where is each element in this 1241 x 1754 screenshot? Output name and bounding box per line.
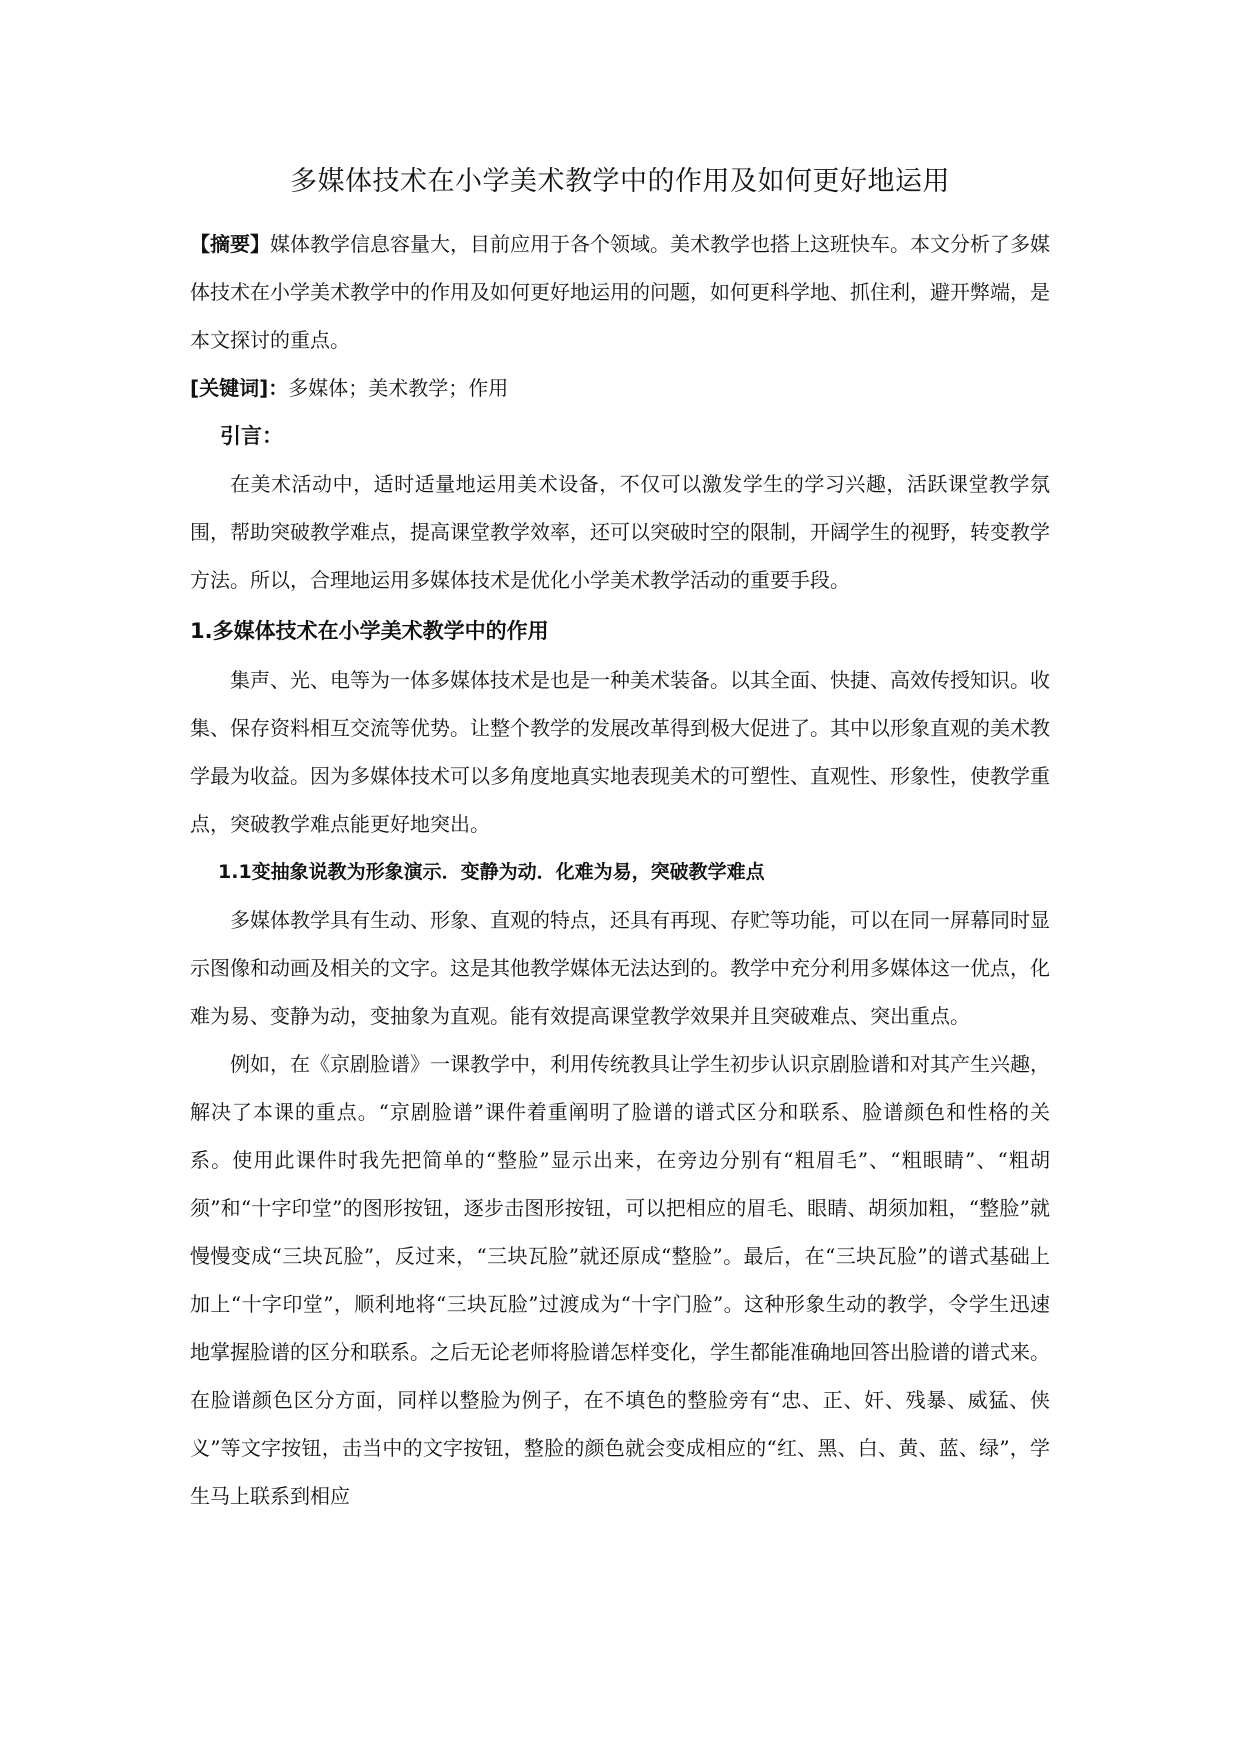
section-1-1-heading: 1.1变抽象说教为形象演示．变静为动．化难为易，突破教学难点 bbox=[218, 861, 765, 883]
intro-heading: 引言： bbox=[220, 424, 283, 448]
section-1-paragraph: 集声、光、电等为一体多媒体技术是也是一种美术装备。以其全面、快捷、高效传授知识。收集、保存资料相互交流等优势。让整个教学的发展改革得到极大促进了。其中以形象直观的美术教学最为收益。因为多媒体技术可以多角度地真实地表现美术的可塑性、直观性、形象性，使教学重点，突破教学难点能更好地突出。 bbox=[190, 668, 1050, 836]
keywords-text: 多媒体；美术教学；作用 bbox=[288, 376, 509, 400]
section-1-1-paragraph-1: 多媒体教学具有生动、形象、直观的特点，还具有再现、存贮等功能，可以在同一屏幕同时显示图像和动画及相关的文字。这是其他教学媒体无法达到的。教学中充分利用多媒体这一优点，化难为易、变静为动，变抽象为直观。能有效提高课堂教学效果并且突破难点、突出重点。 bbox=[190, 908, 1050, 1028]
abstract-text: 媒体教学信息容量大，目前应用于各个领域。美术教学也搭上这班快车。本文分析了多媒体技术在小学美术教学中的作用及如何更好地运用的问题，如何更科学地、抓住利，避开弊端，是本文探讨的重点。 bbox=[190, 232, 1050, 352]
document-title: 多媒体技术在小学美术教学中的作用及如何更好地运用 bbox=[290, 166, 950, 197]
abstract-label: 【摘要】 bbox=[190, 232, 270, 256]
section-1-heading: 1.多媒体技术在小学美术教学中的作用 bbox=[190, 619, 549, 643]
document-body bbox=[190, 160, 1050, 1520]
keywords-paragraph bbox=[190, 364, 1050, 412]
abstract-paragraph bbox=[190, 220, 1050, 364]
keywords-label: [关键词]： bbox=[190, 376, 289, 400]
intro-paragraph: 在美术活动中，适时适量地运用美术设备，不仅可以激发学生的学习兴趣，活跃课堂教学氛围，帮助突破教学难点，提高课堂教学效率，还可以突破时空的限制，开阔学生的视野，转变教学方法。所以，合理地运用多媒体技术是优化小学美术教学活动的重要手段。 bbox=[190, 472, 1050, 592]
section-1-1-paragraph-2: 例如，在《京剧脸谱》一课教学中，利用传统教具让学生初步认识京剧脸谱和对其产生兴趣，解决了本课的重点。“京剧脸谱”课件着重阐明了脸谱的谱式区分和联系、脸谱颜色和性格的关系。使用此课件时我先把简单的“整脸”显示出来，在旁边分别有“粗眉毛”、“粗眼睛”、“粗胡须”和“十字印堂”的图形按钮，逐步击图形按钮，可以把相应的眉毛、眼睛、胡须加粗，“整脸”就慢慢变成“三块瓦脸”，反过来，“三块瓦脸”就还原成“整脸”。最后，在“三块瓦脸”的谱式基础上加上“十字印堂”，顺利地将“三块瓦脸”过渡成为“十字门脸”。这种形象生动的教学，令学生迅速地掌握脸谱的区分和联系。之后无论老师将脸谱怎样变化，学生都能准确地回答出脸谱的谱式来。在脸谱颜色区分方面，同样以整脸为例子，在不填色的整脸旁有“忠、正、奸、残暴、威猛、侠义”等文字按钮，击当中的文字按钮，整脸的颜色就会变成相应的“红、黑、白、黄、蓝、绿”，学生马上联系到相应 bbox=[190, 1052, 1050, 1508]
